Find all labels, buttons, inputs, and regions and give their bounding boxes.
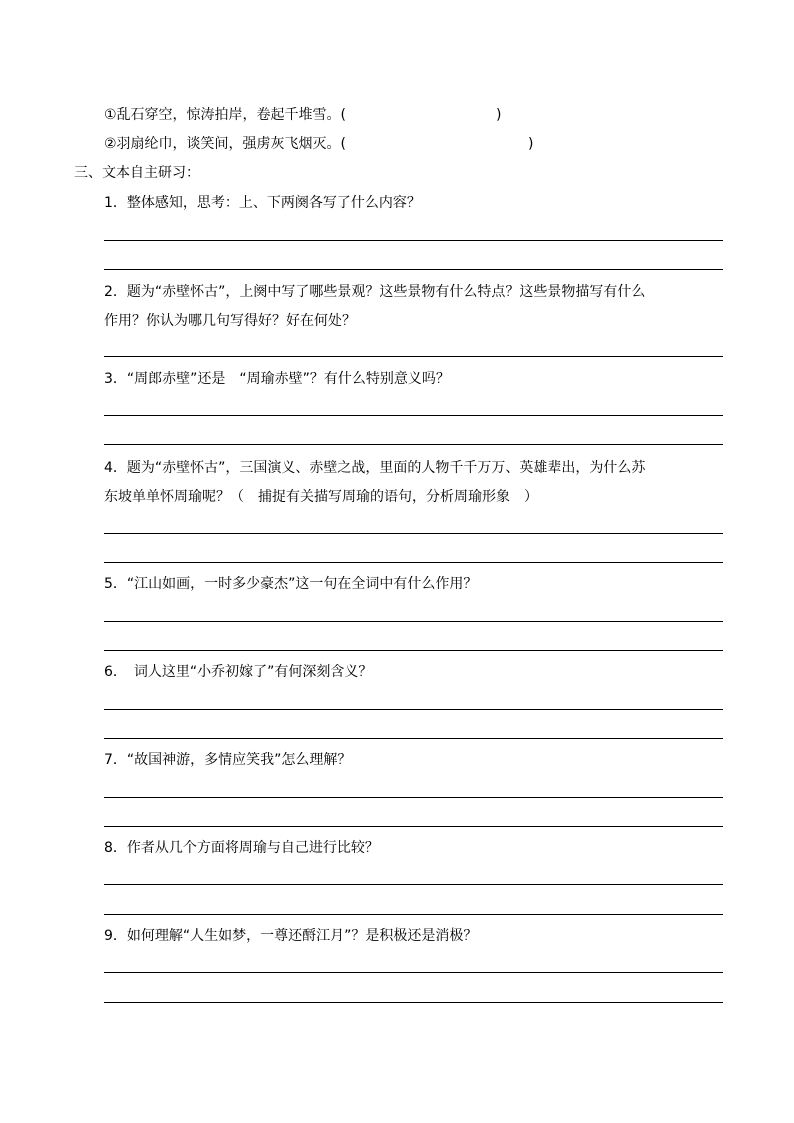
answer-line[interactable] — [104, 650, 723, 651]
question-3: 3．“周郎赤壁”还是 “周瑜赤壁”？有什么特别意义吗？ — [104, 371, 450, 387]
question-4-line-2: 东坡单单怀周瑜呢？（ 捕捉有关描写周瑜的语句，分析周瑜形象 ） — [104, 489, 538, 505]
answer-line[interactable] — [104, 797, 723, 798]
question-4-line-1: 4．题为“赤壁怀古”，三国演义、赤壁之战，里面的人物千千万万、英雄辈出，为什么苏 — [104, 460, 646, 476]
answer-line[interactable] — [104, 240, 723, 241]
answer-line[interactable] — [104, 562, 723, 563]
answer-line[interactable] — [104, 269, 723, 270]
answer-line[interactable] — [104, 972, 723, 973]
answer-line[interactable] — [104, 826, 723, 827]
question-6: 6． 词人这里“小乔初嫁了”有何深刻含义？ — [104, 664, 373, 680]
answer-line[interactable] — [104, 914, 723, 915]
question-9: 9．如何理解“人生如梦，一尊还酹江月”？是积极还是消极？ — [104, 928, 478, 944]
item1-close-paren: ) — [496, 107, 502, 123]
question-2-line-2: 作用？你认为哪几句写得好？好在何处？ — [104, 313, 356, 329]
question-8: 8．作者从几个方面将周瑜与自己进行比较？ — [104, 840, 379, 856]
answer-line[interactable] — [104, 621, 723, 622]
question-1: 1．整体感知，思考：上、下两阕各写了什么内容？ — [104, 195, 421, 211]
answer-line[interactable] — [104, 884, 723, 885]
question-5: 5．“江山如画，一时多少豪杰”这一句在全词中有什么作用？ — [104, 576, 478, 592]
section-heading: 三、文本自主研习： — [74, 165, 200, 181]
answer-line[interactable] — [104, 1002, 723, 1003]
item2-text: ②羽扇纶巾，谈笑间，强虏灰飞烟灭。( — [104, 136, 347, 152]
answer-line[interactable] — [104, 738, 723, 739]
answer-line[interactable] — [104, 709, 723, 710]
question-7: 7．“故国神游，多情应笑我”怎么理解？ — [104, 752, 352, 768]
item1-text: ①乱石穿空，惊涛拍岸，卷起千堆雪。( — [104, 107, 347, 123]
item2-close-paren: ) — [528, 136, 534, 152]
answer-line[interactable] — [104, 356, 723, 357]
question-2-line-1: 2．题为“赤壁怀古”，上阕中写了哪些景观？这些景物有什么特点？这些景物描写有什么 — [104, 284, 646, 300]
answer-line[interactable] — [104, 415, 723, 416]
answer-line[interactable] — [104, 533, 723, 534]
answer-line[interactable] — [104, 444, 723, 445]
